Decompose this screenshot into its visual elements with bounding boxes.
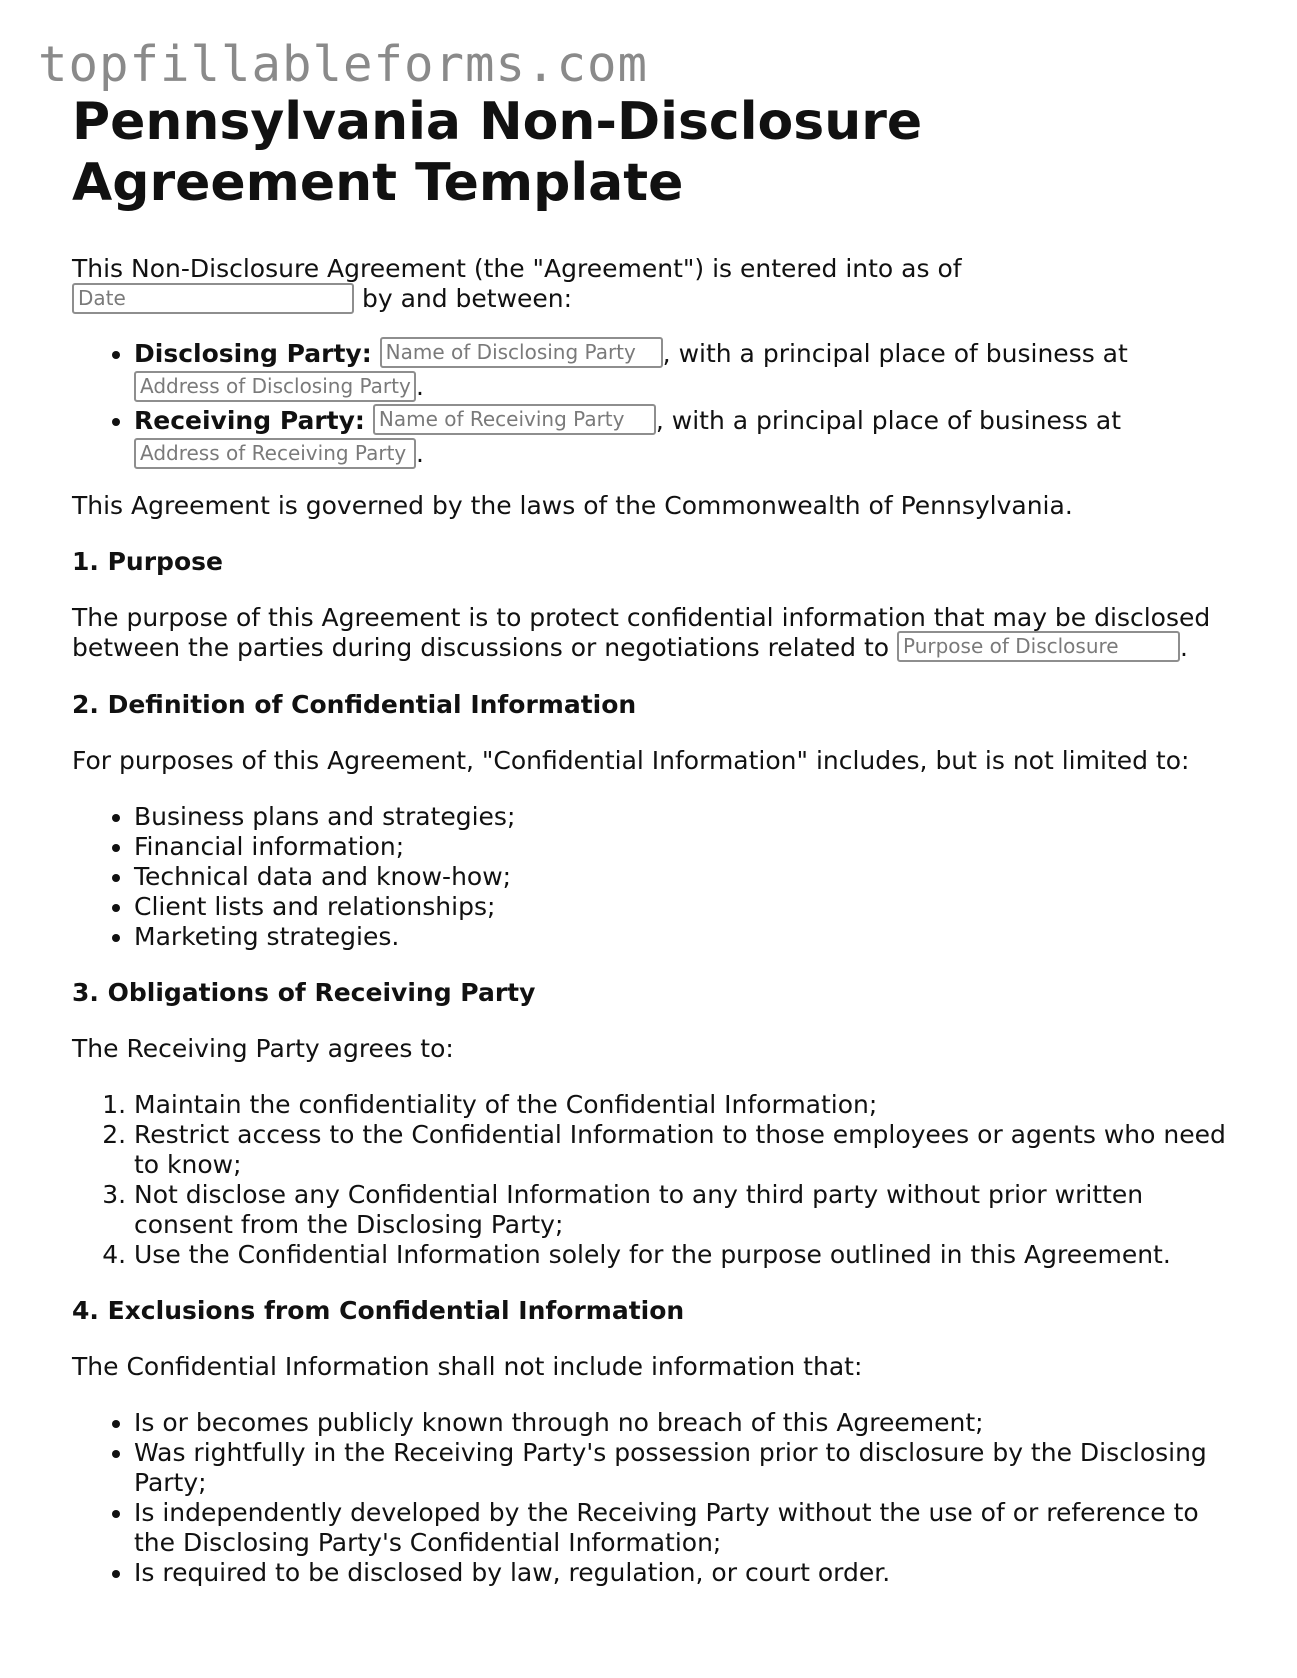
section-purpose-heading: 1. Purpose bbox=[72, 546, 223, 576]
purpose-of-disclosure-field[interactable]: Purpose of Disclosure bbox=[897, 631, 1180, 662]
disclosing-party-label: Disclosing Party: bbox=[134, 338, 372, 368]
exclusions-list bbox=[72, 1408, 1232, 1588]
disclosing-party-name-field[interactable]: Name of Disclosing Party bbox=[380, 337, 663, 368]
purpose-period: . bbox=[1180, 632, 1188, 662]
receiving-party-text: , with a principal place of business at bbox=[655, 405, 1122, 435]
section-obligations-text: The Receiving Party agrees to: bbox=[72, 1034, 454, 1063]
disclosing-party-address-field[interactable]: Address of Disclosing Party bbox=[134, 371, 416, 402]
date-field[interactable]: Date bbox=[72, 283, 354, 314]
disclosing-party-text: , with a principal place of business at bbox=[662, 338, 1128, 368]
section-exclusions-text: The Confidential Information shall not include information that: bbox=[72, 1352, 863, 1381]
section-exclusions-heading: 4. Exclusions from Confidential Information bbox=[72, 1296, 685, 1325]
purpose-text: The purpose of this Agreement is to protect confidential information that may be disclosed between the parties during discussions or negotiations related to bbox=[72, 602, 1211, 662]
list-item: • Is required to be disclosed by law, regulation, or court order. bbox=[134, 1558, 1232, 1588]
page-title bbox=[72, 92, 1232, 214]
obligations-list bbox=[72, 1090, 1232, 1270]
list-item: • Was rightfully in the Receiving Party's possession prior to disclosure by the Disclosing Party; bbox=[134, 1438, 1232, 1498]
section-definition-text: For purposes of this Agreement, "Confidential Information" includes, but is not limited to: bbox=[72, 746, 1190, 775]
intro-text-after: by and between: bbox=[361, 284, 573, 313]
disclosing-party-item bbox=[134, 337, 1232, 404]
receiving-party-name-field[interactable]: Name of Receiving Party bbox=[373, 404, 656, 435]
document bbox=[72, 92, 1232, 1588]
list-item: • Technical data and know-how; bbox=[134, 862, 1232, 892]
definition-list bbox=[72, 802, 1232, 952]
list-item: • Financial information; bbox=[134, 832, 1232, 862]
disclosing-party-period: . bbox=[416, 372, 424, 401]
list-item: 1. Maintain the confidentiality of the Confidential Information; bbox=[134, 1090, 1232, 1120]
list-item: 2. Restrict access to the Confidential Information to those employees or agents who need to know; bbox=[134, 1120, 1232, 1180]
list-item: • Marketing strategies. bbox=[134, 922, 1232, 952]
section-obligations-heading: 3. Obligations of Receiving Party bbox=[72, 978, 536, 1007]
intro-text: This Non-Disclosure Agreement (the "Agreement") is entered into as of bbox=[72, 254, 962, 283]
receiving-party-item bbox=[134, 404, 1232, 471]
watermark: topfillableforms.com bbox=[38, 36, 649, 93]
receiving-party-period: . bbox=[416, 439, 424, 468]
governing-law-text: This Agreement is governed by the laws of the Commonwealth of Pennsylvania. bbox=[72, 490, 1073, 520]
list-item: • Is or becomes publicly known through no breach of this Agreement; bbox=[134, 1408, 1232, 1438]
list-item: • Is independently developed by the Receiving Party without the use of or reference to the Disclosing Party's Confidential Information; bbox=[134, 1498, 1232, 1558]
list-item: 4. Use the Confidential Information solely for the purpose outlined in this Agreement. bbox=[134, 1240, 1232, 1270]
section-purpose-text bbox=[72, 603, 1232, 665]
title-line-2: Agreement Template bbox=[72, 153, 684, 213]
list-item: 3. Not disclose any Confidential Information to any third party without prior written consent from the Disclosing Party; bbox=[134, 1180, 1232, 1240]
section-definition-heading: 2. Definition of Confidential Information bbox=[72, 690, 637, 719]
parties-list bbox=[72, 337, 1232, 471]
list-item: • Business plans and strategies; bbox=[134, 802, 1232, 832]
receiving-party-address-field[interactable]: Address of Receiving Party bbox=[134, 438, 416, 469]
receiving-party-label: Receiving Party: bbox=[134, 405, 365, 435]
intro-paragraph bbox=[72, 254, 1232, 316]
list-item: • Client lists and relationships; bbox=[134, 892, 1232, 922]
title-line-1: Pennsylvania Non-Disclosure bbox=[72, 92, 923, 152]
